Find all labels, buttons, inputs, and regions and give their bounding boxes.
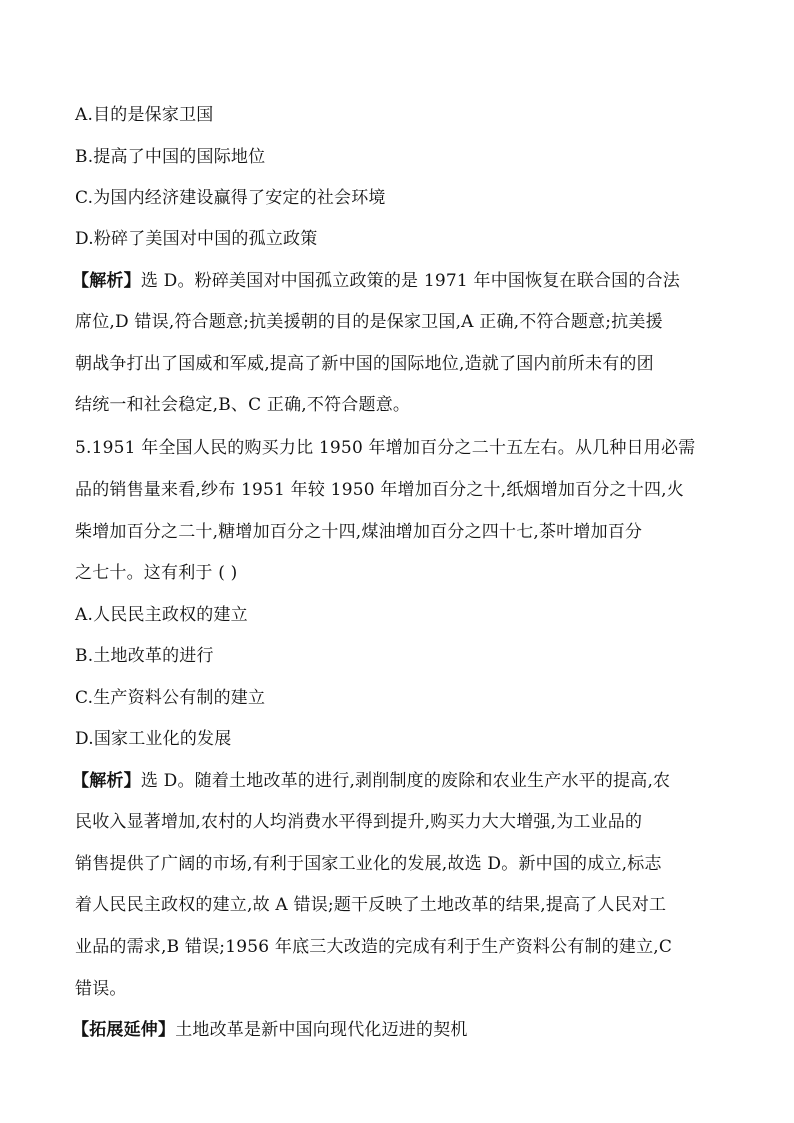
q5-stem-line-3: 柴增加百分之二十,糖增加百分之十四,煤油增加百分之四十七,茶叶增加百分 (75, 522, 643, 542)
q5-analysis-line-3: 销售提供了广阔的市场,有利于国家工业化的发展,故选 D。新中国的成立,标志 (75, 854, 662, 874)
q5-option-c: C.生产资料公有制的建立 (75, 688, 266, 708)
extension-text: 土地改革是新中国向现代化迈进的契机 (175, 1020, 468, 1040)
q5-analysis-tag: 【解析】 (72, 771, 141, 791)
q5-analysis-line-4: 着人民民主政权的建立,故 A 错误;题干反映了土地改革的结果,提高了人民对工 (75, 895, 667, 915)
q4-option-a: A.目的是保家卫国 (75, 105, 214, 125)
q4-analysis-tag: 【解析】 (72, 271, 141, 291)
extension-tag: 【拓展延伸】 (72, 1020, 176, 1040)
q4-option-d: D.粉碎了美国对中国的孤立政策 (75, 229, 318, 249)
q4-analysis-text-1: 选 D。粉碎美国对中国孤立政策的是 1971 年中国恢复在联合国的合法 (140, 271, 680, 291)
q5-analysis-text-1: 选 D。随着土地改革的进行,剥削制度的废除和农业生产水平的提高,农 (140, 771, 671, 791)
extension-line (72, 1019, 722, 1041)
q4-option-c: C.为国内经济建设赢得了安定的社会环境 (75, 188, 386, 208)
q5-analysis-line-2: 民收入显著增加,农村的人均消费水平得到提升,购买力大大增强,为工业品的 (75, 812, 643, 832)
q5-analysis-line-1 (72, 770, 722, 792)
q5-option-d: D.国家工业化的发展 (75, 729, 232, 749)
q4-analysis-line-1 (72, 270, 722, 292)
q5-stem-line-2: 品的销售量来看,纱布 1951 年较 1950 年增加百分之十,纸烟增加百分之十四,火 (75, 480, 684, 500)
q5-stem-line-4: 之七十。这有利于 ( ) (75, 563, 238, 583)
q4-option-b: B.提高了中国的国际地位 (75, 147, 266, 167)
q5-option-a: A.人民民主政权的建立 (75, 605, 248, 625)
q5-stem-line-1: 5.1951 年全国人民的购买力比 1950 年增加百分之二十五左右。从几种日用必需 (75, 438, 696, 458)
q5-option-b: B.土地改革的进行 (75, 646, 214, 666)
q4-analysis-line-4: 结统一和社会稳定,B、C 正确,不符合题意。 (75, 395, 411, 415)
q5-analysis-line-6: 错误。 (75, 979, 127, 999)
q4-analysis-line-2: 席位,D 错误,符合题意;抗美援朝的目的是保家卫国,A 正确,不符合题意;抗美援 (75, 312, 663, 332)
q5-analysis-line-5: 业品的需求,B 错误;1956 年底三大改造的完成有利于生产资料公有制的建立,C (75, 937, 673, 957)
q4-analysis-line-3: 朝战争打出了国威和军威,提高了新中国的国际地位,造就了国内前所未有的团 (75, 354, 654, 374)
